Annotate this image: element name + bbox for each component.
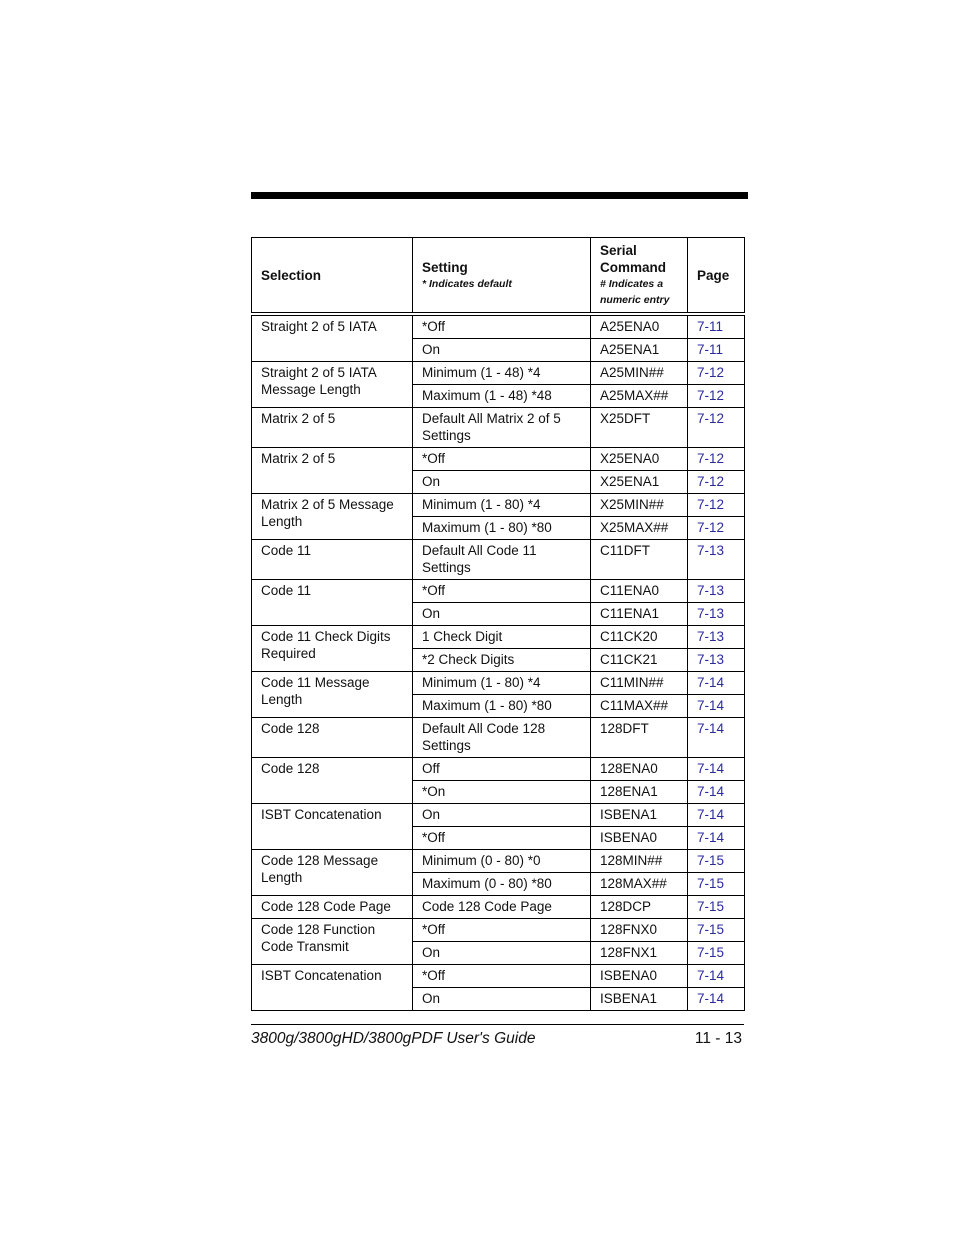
selection-cell: Matrix 2 of 5 — [252, 408, 413, 448]
selection-cell: Matrix 2 of 5 Message Length — [252, 494, 413, 540]
selection-cell: Code 128 Code Page — [252, 896, 413, 919]
page-link[interactable]: 7-12 — [688, 494, 745, 517]
page-link[interactable]: 7-14 — [688, 672, 745, 695]
page-link[interactable]: 7-12 — [688, 385, 745, 408]
setting-cell: On — [413, 804, 591, 827]
setting-cell: *Off — [413, 965, 591, 988]
table-row — [252, 850, 745, 873]
setting-cell: On — [413, 603, 591, 626]
serial-command-cell: C11DFT — [591, 540, 688, 580]
table-row — [252, 896, 745, 919]
footer-title: 3800g/3800gHD/3800gPDF User's Guide — [251, 1030, 536, 1047]
selection-cell: Code 128 — [252, 718, 413, 758]
serial-command-cell: C11MIN## — [591, 672, 688, 695]
serial-command-cell: ISBENA1 — [591, 804, 688, 827]
page-link[interactable]: 7-12 — [688, 448, 745, 471]
setting-cell: *On — [413, 781, 591, 804]
serial-command-cell: A25MAX## — [591, 385, 688, 408]
top-rule — [251, 192, 748, 199]
serial-command-cell: 128FNX0 — [591, 919, 688, 942]
page-link[interactable]: 7-11 — [688, 314, 745, 339]
setting-cell: Minimum (1 - 80) *4 — [413, 672, 591, 695]
selection-cell: Code 11 — [252, 580, 413, 626]
serial-command-cell: A25MIN## — [591, 362, 688, 385]
selection-cell: Code 11 — [252, 540, 413, 580]
page-link[interactable]: 7-15 — [688, 873, 745, 896]
table-row — [252, 919, 745, 942]
serial-command-cell: 128ENA1 — [591, 781, 688, 804]
setting-cell: Minimum (0 - 80) *0 — [413, 850, 591, 873]
header-setting-note: * Indicates default — [422, 277, 512, 290]
footer-page-number: 11 - 13 — [694, 1030, 742, 1047]
selection-cell: Code 128 Function Code Transmit — [252, 919, 413, 965]
page-link[interactable]: 7-14 — [688, 804, 745, 827]
footer-rule — [251, 1024, 744, 1025]
serial-command-cell: C11CK20 — [591, 626, 688, 649]
table-row — [252, 580, 745, 603]
page-link[interactable]: 7-12 — [688, 362, 745, 385]
table-row — [252, 804, 745, 827]
serial-command-table — [251, 237, 745, 1011]
page-link[interactable]: 7-15 — [688, 850, 745, 873]
page-link[interactable]: 7-15 — [688, 942, 745, 965]
table-row — [252, 626, 745, 649]
page-link[interactable]: 7-14 — [688, 965, 745, 988]
setting-cell: Off — [413, 758, 591, 781]
header-setting: Setting * Indicates default — [413, 238, 591, 315]
page-link[interactable]: 7-13 — [688, 626, 745, 649]
table-row — [252, 314, 745, 339]
setting-cell: 1 Check Digit — [413, 626, 591, 649]
setting-cell: *Off — [413, 919, 591, 942]
page-link[interactable]: 7-13 — [688, 540, 745, 580]
page-link[interactable]: 7-13 — [688, 649, 745, 672]
serial-command-cell: X25MIN## — [591, 494, 688, 517]
selection-cell: Code 11 Check Digits Required — [252, 626, 413, 672]
selection-cell: Straight 2 of 5 IATA — [252, 314, 413, 362]
setting-cell: Maximum (1 - 80) *80 — [413, 695, 591, 718]
setting-cell: *Off — [413, 580, 591, 603]
serial-command-cell: C11MAX## — [591, 695, 688, 718]
page-link[interactable]: 7-12 — [688, 408, 745, 448]
page-link[interactable]: 7-11 — [688, 339, 745, 362]
serial-command-cell: 128MAX## — [591, 873, 688, 896]
selection-cell: Straight 2 of 5 IATA Message Length — [252, 362, 413, 408]
setting-cell: *Off — [413, 448, 591, 471]
serial-command-cell: X25ENA1 — [591, 471, 688, 494]
selection-cell: Code 11 Message Length — [252, 672, 413, 718]
table-row — [252, 540, 745, 580]
serial-command-cell: ISBENA0 — [591, 827, 688, 850]
table-body — [252, 314, 745, 1011]
selection-cell: ISBT Concatenation — [252, 965, 413, 1011]
serial-command-cell: A25ENA0 — [591, 314, 688, 339]
serial-command-cell: C11ENA0 — [591, 580, 688, 603]
setting-cell: Maximum (1 - 48) *48 — [413, 385, 591, 408]
setting-cell: *2 Check Digits — [413, 649, 591, 672]
serial-command-cell: ISBENA0 — [591, 965, 688, 988]
page-link[interactable]: 7-12 — [688, 517, 745, 540]
header-serial-note: # Indicates a numeric entry — [600, 278, 670, 306]
serial-command-cell: C11ENA1 — [591, 603, 688, 626]
setting-cell: Default All Code 128 Settings — [413, 718, 591, 758]
setting-cell: *Off — [413, 314, 591, 339]
setting-cell: On — [413, 942, 591, 965]
page-link[interactable]: 7-13 — [688, 580, 745, 603]
header-selection: Selection — [252, 238, 413, 315]
selection-cell: Code 128 — [252, 758, 413, 804]
setting-cell: Maximum (0 - 80) *80 — [413, 873, 591, 896]
setting-cell: Minimum (1 - 80) *4 — [413, 494, 591, 517]
serial-command-cell: ISBENA1 — [591, 988, 688, 1011]
setting-cell: *Off — [413, 827, 591, 850]
page-link[interactable]: 7-15 — [688, 896, 745, 919]
page-link[interactable]: 7-14 — [688, 695, 745, 718]
serial-command-cell: 128MIN## — [591, 850, 688, 873]
serial-command-cell: 128DFT — [591, 718, 688, 758]
serial-command-cell: A25ENA1 — [591, 339, 688, 362]
page-link[interactable]: 7-14 — [688, 988, 745, 1011]
selection-cell: ISBT Concatenation — [252, 804, 413, 850]
setting-cell: Code 128 Code Page — [413, 896, 591, 919]
header-serial-command: Serial Command # Indicates a numeric entry — [591, 238, 688, 315]
table-row — [252, 408, 745, 448]
serial-command-cell: C11CK21 — [591, 649, 688, 672]
table-row — [252, 758, 745, 781]
page-link[interactable]: 7-14 — [688, 781, 745, 804]
setting-cell: Default All Code 11 Settings — [413, 540, 591, 580]
table-row — [252, 672, 745, 695]
selection-cell: Code 128 Message Length — [252, 850, 413, 896]
table-row — [252, 362, 745, 385]
setting-cell: Default All Matrix 2 of 5 Settings — [413, 408, 591, 448]
serial-command-cell: 128DCP — [591, 896, 688, 919]
serial-command-cell: X25ENA0 — [591, 448, 688, 471]
setting-cell: On — [413, 471, 591, 494]
setting-cell: Minimum (1 - 48) *4 — [413, 362, 591, 385]
serial-command-cell: X25DFT — [591, 408, 688, 448]
table-row — [252, 718, 745, 758]
page-link[interactable]: 7-14 — [688, 827, 745, 850]
serial-command-cell: 128ENA0 — [591, 758, 688, 781]
header-page: Page — [688, 238, 745, 315]
setting-cell: On — [413, 988, 591, 1011]
serial-command-cell: 128FNX1 — [591, 942, 688, 965]
table-row — [252, 965, 745, 988]
page-link[interactable]: 7-15 — [688, 919, 745, 942]
page-link[interactable]: 7-14 — [688, 718, 745, 758]
table-header-row — [252, 238, 745, 315]
selection-cell: Matrix 2 of 5 — [252, 448, 413, 494]
setting-cell: Maximum (1 - 80) *80 — [413, 517, 591, 540]
setting-cell: On — [413, 339, 591, 362]
page-link[interactable]: 7-14 — [688, 758, 745, 781]
table-row — [252, 494, 745, 517]
serial-command-cell: X25MAX## — [591, 517, 688, 540]
table-row — [252, 448, 745, 471]
page-link[interactable]: 7-13 — [688, 603, 745, 626]
page-link[interactable]: 7-12 — [688, 471, 745, 494]
